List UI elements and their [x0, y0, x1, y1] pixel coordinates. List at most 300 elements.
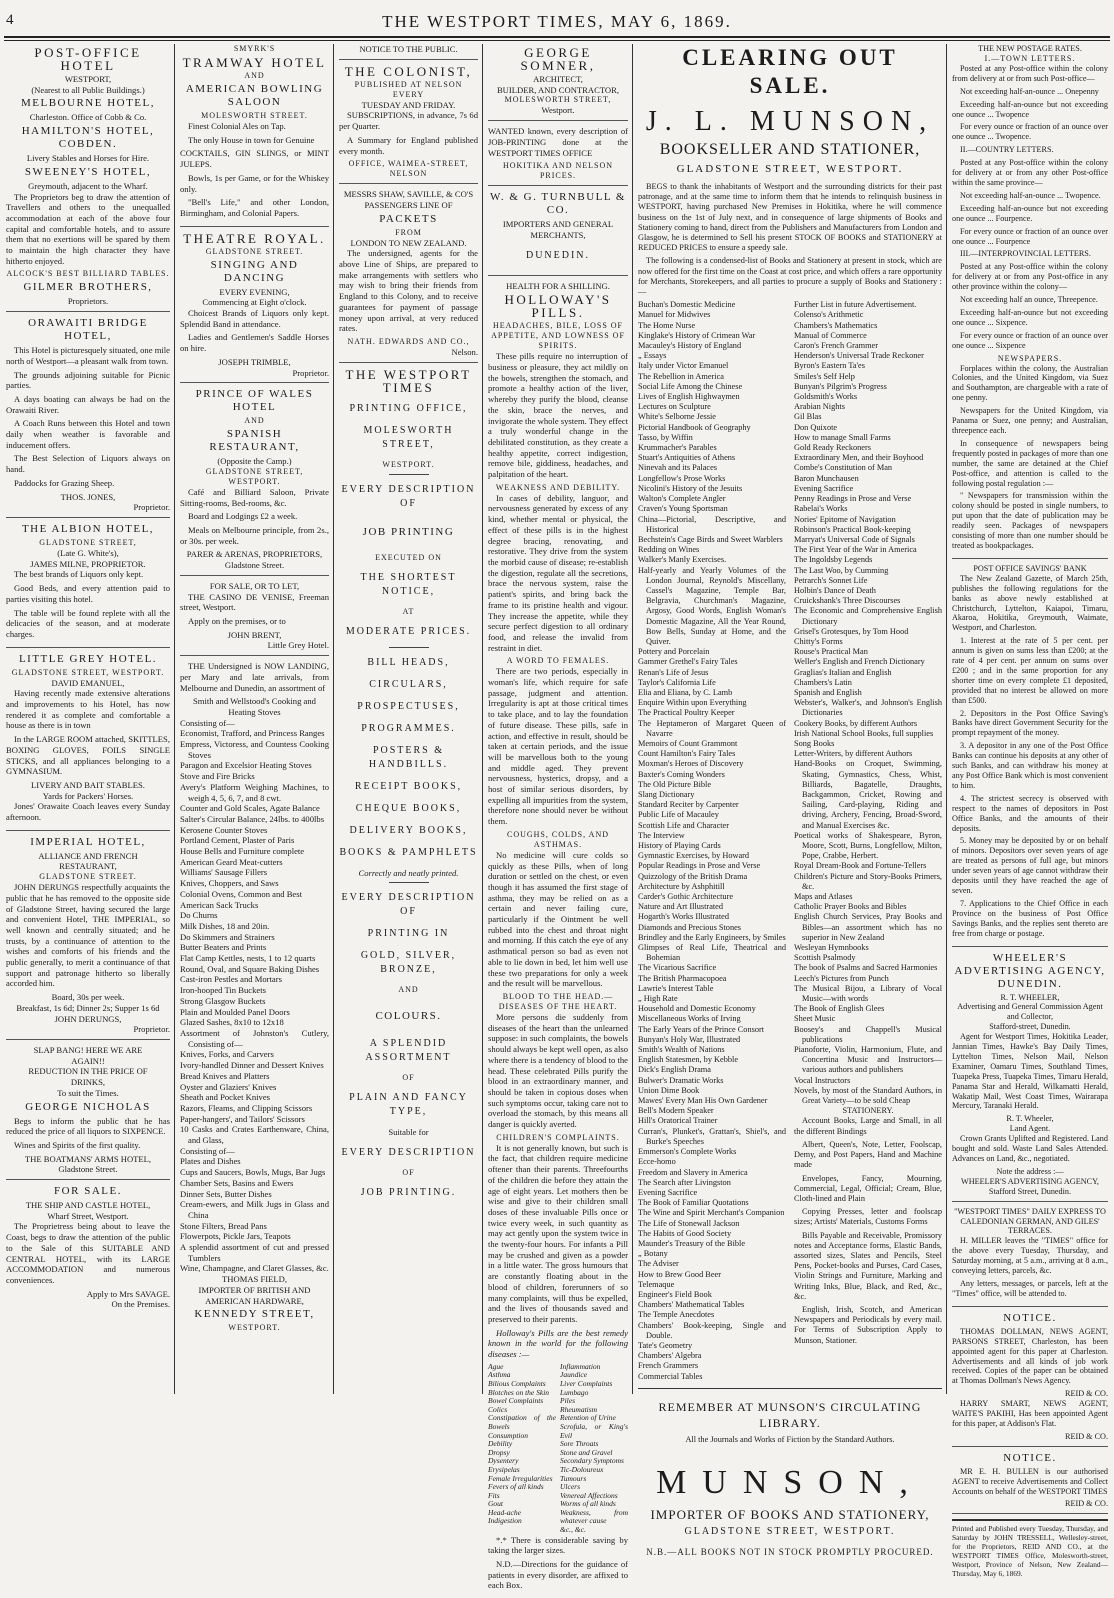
- book-item: The Musical Bijou, a Library of Vocal Music—with words: [794, 983, 942, 1004]
- savings-item: 2. Depositors in the Post Office Saving's Banks have direct Government Security for the prompt repayment of the money.: [952, 708, 1108, 738]
- book-item: Gymnastic Exercises, by Howard: [638, 851, 750, 861]
- page-number: 4: [6, 12, 14, 28]
- holloway-paragraph: In cases of debility, languor, and nervousness generated by excess of any kind, whether mental or physical, the effect of these pills is in the highest degree bracing, renovating, and restorative. They drive from the system the morbid cause of disease; re-establish the digestion, regulate all the secretions, brace the nervous system, raise the patient's spirits, and bring back the frame to its pristine health and vigour. They increase the appetite, while they secure perfect digestion to all ordinary food, and release the invalid from restraint in diet.: [488, 492, 628, 653]
- book-item: The British Pharmacopoea: [638, 973, 727, 983]
- imprint: [952, 1519, 1108, 1578]
- page-title: THE WESTPORT TIMES, MAY 6, 1869.: [382, 12, 732, 31]
- printing-item: POSTERS & HANDBILLS.: [368, 744, 449, 770]
- book-item: Gammer Grethel's Fairy Tales: [638, 657, 738, 667]
- munson-trade: BOOKSELLER AND STATIONER,: [659, 141, 921, 158]
- ad-heading: "WESTPORT TIMES" DAILY EXPRESS TO CALEDONIAN GERMAN, AND GILES' TERRACES.: [954, 1206, 1106, 1236]
- importer-line: IMPORTER OF BOOKS AND STATIONERY,: [650, 1506, 930, 1522]
- ad-line: Consisting of—: [180, 717, 235, 728]
- ad-line: Breakfast, 1s 6d; Dinner 2s; Supper 1s 6d: [16, 1002, 160, 1013]
- list-item: Cups and Saucers, Bowls, Mugs, Bar Jugs: [180, 1167, 326, 1178]
- stationery-item: Envelopes, Fancy, Mourning, Commercial, Legal, Official; Cream, Blue, Cloth-lined and Plain: [794, 1173, 942, 1203]
- book-item: White's Selborne Jessie: [638, 412, 716, 422]
- ad-signature: THOS. JONES,: [60, 491, 116, 502]
- ad-line: LONDON TO NEW ZEALAND.: [350, 237, 467, 248]
- book-item: Smith's Wealth of Nations: [638, 1045, 725, 1055]
- ad-paragraph: A days boating can always be had on the Orawaiti River.: [6, 393, 170, 415]
- list-item: Glazed Sashes, 8x10 to 12x18: [180, 1017, 284, 1028]
- ad-line: GLADSTONE STREET.: [205, 246, 304, 256]
- list-item: A splendid assortment of cut and pressed Tumblers: [180, 1242, 329, 1263]
- ad-shaw-saville: [339, 189, 478, 362]
- book-item: Italy under Victor Emanuel: [638, 361, 729, 371]
- ad-line: THE SHIP AND CASTLE HOTEL,: [25, 1200, 151, 1211]
- ad-paragraph: Ladies and Gentlemen's Saddle Horses on hire.: [180, 332, 329, 354]
- stationery-item: English, Irish, Scotch, and American Newspapers and Periodicals by every mail. For Terms of Subscription Apply to Munson, Stationer.: [794, 1304, 942, 1345]
- ad-line: Nelson.: [451, 346, 478, 357]
- ad-line: Note the address :—: [996, 1166, 1064, 1176]
- ad-line: Apply to Mrs SAVAGE.: [86, 1288, 170, 1299]
- list-item: Bread Knives and Platters: [180, 1070, 270, 1081]
- ad-paragraph: In the LARGE ROOM attached, SKITTLES, BOXING GLOVES, FOILS SINGLE STICKS, and all appliances belonging to a GYMNASIUM.: [6, 734, 170, 777]
- holloway-text: [488, 351, 628, 1324]
- ad-heading: THE ALBION HOTEL,: [21, 522, 155, 535]
- savings-item: 4. The strictest secrecy is observed with respect to the names of depositors in Post Office Banks, and the amounts of their deposits.: [952, 793, 1108, 833]
- list-item: Dinner Sets, Butter Dishes: [180, 1188, 272, 1199]
- printing-item: PROGRAMMES.: [361, 722, 456, 734]
- holloway-subhead: WEAKNESS AND DEBILITY.: [495, 482, 621, 492]
- ad-heading: THEATRE ROYAL.: [183, 230, 326, 246]
- book-item: Rabelai's Works: [794, 504, 848, 514]
- disease-item: Fits: [488, 1490, 500, 1500]
- ad-heading: PRINCE OF WALES HOTEL: [195, 388, 314, 414]
- book-item: The Habits of Good Society: [638, 1228, 732, 1238]
- book-item: Leech's Pictures from Punch: [794, 973, 889, 983]
- book-item: Hand-Books on Croquet, Swimming, Skating, Gymnastics, Chess, Whist, Billiards, Bagatelle, Draughts, Backgammon, Cricket, Rowing and Sailing, Card-playing, Riding and driving, Archery, Fencing, Broad-Sword, and Manual Exercises &c.: [794, 759, 942, 830]
- book-item: Graglias's Italian and English: [794, 667, 892, 677]
- list-item: Cream-ewers, and Milk Jugs in Glass and China: [180, 1199, 329, 1220]
- postage-item: Not exceeding half an ounce, Threepence.: [960, 295, 1098, 305]
- book-item: Further List in future Advertisement.: [794, 300, 917, 310]
- disease-item: Gout: [488, 1499, 503, 1509]
- book-item: Kinglake's History of Crimean War: [638, 330, 756, 340]
- disease-item: Rheumatism: [560, 1404, 598, 1414]
- ad-heading: POST-OFFICE HOTEL: [34, 45, 142, 73]
- book-item: Craven's Young Sportsman: [638, 504, 728, 514]
- book-item: Maunder's Treasury of the Bible: [638, 1238, 746, 1248]
- book-item: Weller's English and French Dictionary: [794, 657, 925, 667]
- disease-item: Dropsy: [488, 1447, 510, 1457]
- book-item: Elia and Eliana, by C. Lamb: [638, 687, 733, 697]
- book-item: Public Life of Macauley: [638, 810, 719, 820]
- book-item: Evening Sacrifice: [638, 1187, 698, 1197]
- ad-paragraph: HARRY SMART, NEWS AGENT, WAITE'S PAKIHI, Has been appointed Agent for this paper, at Addison's Flat.: [952, 1399, 1108, 1428]
- disease-item: Tumours: [560, 1473, 587, 1483]
- book-item: English Statesmen, by Kebble: [638, 1055, 739, 1065]
- book-item: English Church Services, Pray Books and Bibles—an assortment which has no superior in New Zealand: [794, 912, 942, 942]
- clearing-sale-heading: CLEARING OUT SALE.: [682, 45, 898, 98]
- ad-paragraph: N.D.—Directions for the guidance of patients in every disorder, are affixed to each Box.: [488, 1559, 628, 1591]
- ad-line: Board, 30s per week.: [51, 992, 125, 1003]
- ad-paragraph: Apply on the premises, or to: [188, 615, 286, 626]
- ad-paragraph: The following is a condensed-list of Books and Stationery at present in stock, which are now offered for the first time on the Coast at cost price, and which offers a rare opportunity for Merchants, Storekeepers, and all parties to procure a supply of Books and Stationery :—: [638, 256, 942, 297]
- ad-heading: NOTICE.: [1003, 1311, 1057, 1324]
- ad-paragraph: BEGS to thank the inhabitants of Westport and the surrounding districts for their past patronage, and at the same time to inform them that he intends to relinquish business in WESTPORT, having purchased New Premises in Hokitika, where he will commence business on the 1st of July next, and in consequence of large shipments of Books and Stationery coming to hand, direct from the Publishers and Manufacturers from London and Glasgow, he is determined to Sell his present STOCK OF BOOKS and STATIONERY at REDUCED PRICES to ensure a speedy sale.: [638, 182, 942, 253]
- book-item: Caron's French Grammer: [794, 341, 878, 351]
- list-item: Razors, Fleams, and Clipping Scissors: [180, 1102, 313, 1113]
- ad-paragraph: THE CASINO DE VENISE, Freeman street, Westport.: [180, 591, 329, 613]
- hardware-list: [180, 728, 329, 1274]
- column-2: [176, 44, 333, 1394]
- list-item: Plain and Moulded Panel Doors: [180, 1006, 290, 1017]
- ad-westport-times-printing: [339, 368, 478, 1212]
- printing-line: AND: [398, 985, 419, 995]
- ad-line: DUNEDIN.: [525, 249, 591, 261]
- printing-line: Correctly and neatly printed.: [358, 867, 459, 878]
- book-item: Sheet Music: [794, 1014, 836, 1024]
- book-item: Pictorial Handbook of Geography: [638, 422, 751, 432]
- ad-line: EVERY EVENING,: [219, 286, 290, 297]
- book-item: Chambers' Mathematical Tables: [638, 1300, 745, 1310]
- book-item: Royal Dream-Book and Fortune-Tellers: [794, 861, 927, 871]
- ad-line: Charleston. Office of Cobb & Co.: [29, 112, 147, 123]
- list-item: Round, Oval, and Square Baking Dishes: [180, 963, 320, 974]
- ad-heading: GEORGE SOMNER,: [520, 45, 596, 73]
- printing-item: CHEQUE BOOKS,: [355, 802, 462, 814]
- ad-line: HEADACHES, BILE, LOSS OF APPETITE, AND LOWNESS OF SPIRITS.: [491, 321, 625, 351]
- book-item: Marryat's Universal Code of Signals: [794, 534, 915, 544]
- ad-paragraph: The grounds adjoining suitable for Picnic parties.: [6, 369, 170, 391]
- book-item: Smiles's Self Help: [794, 371, 855, 381]
- ad-heading: LITTLE GREY HOTEL.: [18, 652, 158, 665]
- list-item: Do Skimmers and Strainers: [180, 931, 275, 942]
- ad-line: Proprietor.: [292, 367, 329, 378]
- news-item: Forplaces within the colony, the Australian Colonies, and the United Kingdom, via Suez and Southampton, are chargeable with a rate of one penny.: [952, 363, 1108, 403]
- ad-line: Smith and Wellstood's Cooking and Heating Stoves: [193, 696, 316, 717]
- ad-line: WESTPORT.: [228, 1323, 281, 1333]
- ad-signature: REID & CO.: [1065, 1499, 1108, 1509]
- book-item: Count Hamilton's Fairy Tales: [638, 749, 736, 759]
- list-item: Assortment of Johnston's Cutlery, Consisting of—: [180, 1028, 329, 1049]
- printing-item: PROSPECTUSES,: [357, 700, 460, 712]
- disease-item: Constipation of the Bowels: [488, 1413, 556, 1431]
- ad-heading: TRAMWAY HOTEL: [182, 55, 327, 70]
- ad-signature: JOHN DERUNGS,: [54, 1013, 122, 1024]
- book-item: How to Brew Good Beer: [638, 1269, 721, 1279]
- book-item: The Book of English Glees: [794, 1004, 885, 1014]
- book-item: French Grammers: [638, 1361, 699, 1371]
- book-item: Lectures on Sculpture: [638, 402, 711, 412]
- ad-line: ALCOCK'S BEST BILLIARD TABLES.: [6, 269, 170, 279]
- disease-item: Retention of Urine: [560, 1413, 616, 1423]
- disease-item: Ulcers: [560, 1482, 580, 1492]
- book-item: Brindley and the Early Engineers, by Smiles: [638, 932, 786, 942]
- book-item: The book of Psalms and Sacred Harmonies: [794, 963, 938, 973]
- ad-wanted-known: [488, 126, 628, 186]
- book-item: Enquire Within upon Everything: [638, 698, 747, 708]
- list-item: Salter's Circular Balance, 24lbs. to 400lbs: [180, 813, 325, 824]
- book-item: The Life of Stonewall Jackson: [638, 1218, 740, 1228]
- postage-item: For every ounce or fraction of an ounce over one ounce ... Sixpence: [952, 330, 1108, 350]
- disease-item: Fevers of all kinds: [488, 1482, 544, 1492]
- ad-line: Proprietor.: [133, 502, 170, 513]
- printing-line: PRINTING OFFICE,: [349, 402, 468, 414]
- stationery-item: Bills Payable and Receivable, Promissory notes and Acceptance forms, Elastic Bands, assorted sizes, Slates and Pencils, Steel Pens, Pocket-books and Purses, Card Cases, Violin Strings and Furniture, Marking and Writing Inks, Blue, Black, and Red, &c., &c.: [794, 1230, 942, 1301]
- book-item: Manuel for Midwives: [638, 310, 711, 320]
- list-item: Ivory-handled Dinner and Dessert Knives: [180, 1060, 324, 1071]
- ad-boatmans-arms: [6, 1045, 170, 1180]
- ad-line: JAMES MILNE, PROPRIETOR.: [30, 558, 146, 569]
- disease-item: Dysentery: [488, 1456, 519, 1466]
- ad-line: Land Agent.: [1009, 1124, 1051, 1134]
- book-item: The Last Woo, by Cumming: [794, 565, 889, 575]
- ad-paragraph: This Hotel is picturesquely situated, one mile north of Westport—a pleasant walk from town.: [6, 345, 170, 366]
- savings-item: 3. A depositor in any one of the Post Office Banks can continue his deposits at any other of such Banks, and can withdraw his money at any Post Office Bank which is most convenient to him.: [952, 741, 1108, 790]
- book-item: Union Dime Book: [638, 1085, 700, 1095]
- list-item: Butter Beaters and Prints: [180, 942, 267, 953]
- ad-albion-hotel: [6, 523, 170, 648]
- list-item: Wine, Champagne, and Claret Glasses, &c.: [180, 1263, 329, 1274]
- disease-item: Scrofula, or King's Evil: [560, 1421, 628, 1440]
- stationery-item: Account Books, Large and Small, in all the different Bindings: [794, 1116, 942, 1136]
- ad-paragraph: Holloway's Pills are the best remedy known in the world for the following diseases :—: [488, 1327, 628, 1360]
- book-item: The Search after Livingston: [638, 1177, 731, 1187]
- book-item: Slang Dictionary: [638, 789, 695, 799]
- book-item: The Practical Poultry Keeper: [638, 708, 735, 718]
- list-item: Kerosene Counter Stoves: [180, 824, 268, 835]
- ad-line: I.—TOWN LETTERS.: [984, 53, 1076, 63]
- ad-line: WHEELER'S ADVERTISING AGENCY,: [961, 1176, 1099, 1186]
- ad-line: Livery Stables and Horses for Hire.: [26, 153, 150, 164]
- ad-line: REDUCTION IN THE PRICE OF: [28, 1066, 148, 1077]
- ad-line: MOLESWORTH STREET,: [504, 95, 612, 105]
- ad-casino-de-venise: [180, 581, 329, 656]
- ad-paragraph: THE Undersigned is NOW LANDING, per Mary and late arrivals, from Melbourne and Dunedin, an assortment of: [180, 661, 329, 693]
- ad-paragraph: SUBSCRIPTIONS, in advance, 7s 6d per Quarter.: [339, 110, 478, 132]
- ad-paragraph: THOMAS DOLLMAN, NEWS AGENT, PARSONS STREET, Charleston, has been appointed agent for this paper at Charleston. Advertisements and all kinds of job work received. Copies of the paper can be obtained at Thomas Dollman's News Agency.: [952, 1326, 1108, 1386]
- ad-line: (Opposite the Camp.): [217, 456, 292, 467]
- printing-line: EXECUTED ON: [375, 552, 442, 562]
- ad-heading: AMERICAN BOWLING SALOON: [185, 83, 324, 108]
- ad-paragraph: The Proprietors beg to draw the attention of Travellers and others to the unequalled accommodation at each of the above four capital and comfortable hotels, and to assure them that no exertions will be spared by them to maintain the high character they have hitherto enjoyed.: [6, 191, 170, 266]
- list-item: Iron-hooped Tin Buckets: [180, 985, 266, 996]
- list-item: Williams' Sausage Fillers: [180, 867, 268, 878]
- book-item: Tate's Geometry: [638, 1340, 693, 1350]
- ad-paragraph: Good Beds, and every attention paid to parties visiting this hotel.: [6, 583, 170, 604]
- book-item: Baxter's Coming Wonders: [638, 769, 725, 779]
- list-item: 10 Casks and Crates Earthenware, China, and Glass,: [180, 1124, 329, 1146]
- book-item: Moxman's Heroes of Discovery: [638, 759, 744, 769]
- book-item: Spanish and English: [794, 687, 862, 697]
- ad-heading: WHEELER'S ADVERTISING AGENCY, DUNEDIN.: [954, 951, 1106, 990]
- book-item: Emmerson's Complete Works: [638, 1147, 737, 1157]
- book-item: The Early Years of the Prince Consort: [638, 1024, 765, 1034]
- postage-item: Not exceeding half-an-ounce ... Twopence.: [960, 190, 1101, 200]
- book-item: The Temple Anecdotes: [638, 1310, 715, 1320]
- separator: [389, 474, 429, 475]
- book-item: Rouse's Practical Man: [794, 647, 868, 657]
- ad-line: AND: [244, 416, 265, 426]
- ad-line: FROM: [395, 227, 422, 237]
- ad-heading: POST OFFICE SAVINGS' BANK: [973, 563, 1087, 573]
- postage-item: II.—COUNTRY LETTERS.: [960, 145, 1054, 155]
- book-item: Chitty's Forms: [794, 636, 843, 646]
- printing-line: JOB PRINTING.: [360, 1187, 457, 1199]
- ad-paragraph: Meals on Melbourne principle, from 2s., or 30s. per week.: [180, 525, 329, 546]
- book-item: Social Life Among the Chinese: [638, 381, 743, 391]
- book-item: Combe's Constitution of Man: [794, 463, 893, 473]
- ad-line: Stafford Street, Dunedin.: [988, 1186, 1072, 1196]
- ad-line: RESTAURANT,: [59, 861, 117, 872]
- book-item: Buchan's Domestic Medicine: [638, 300, 736, 310]
- ad-line: BUILDER, AND CONTRACTOR,: [496, 84, 620, 95]
- ad-postage-rates: [952, 44, 1108, 559]
- printing-item: RECEIPT BOOKS,: [354, 780, 463, 792]
- ad-colonist: [339, 65, 478, 185]
- savings-item: The New Zealand Gazette, of March 25th, publishes the following regulations for the banks as above newly established at Christchurch, Lyttelton, Kaiapoi, Timaru, Akaroa, Hokitika, Greymouth, Waimate, Westport, and Charleston.: [952, 573, 1108, 633]
- book-item: Don Quixote: [794, 422, 838, 432]
- printing-line: EVERY DESCRIPTION: [341, 1147, 476, 1159]
- ad-heading: W. & G. TURNBULL & CO.: [490, 191, 626, 217]
- munson-name: J. L. MUNSON,: [645, 106, 935, 137]
- ad-paragraph: A Coach Runs between this Hotel and town daily when weather is favorable and inducement offers.: [6, 418, 170, 450]
- book-item: Hogarth's Works Illustrated: [638, 912, 730, 922]
- ad-heading: IMPERIAL HOTEL,: [30, 835, 146, 848]
- book-item: Catholic Prayer Books and Bibles: [794, 902, 907, 912]
- book-item: Walton's Complete Angler: [638, 494, 726, 504]
- postage-item: Posted at any Post-office within the colony for delivery at or from any other Post-office within the same province—: [952, 158, 1108, 187]
- list-item: Sheath and Pocket Knives: [180, 1092, 270, 1103]
- book-item: Mawes' Every Man His Own Gardener: [638, 1096, 768, 1106]
- disease-item: Worms of all kinds: [560, 1499, 616, 1509]
- book-item: Lawrie's Interest Table: [638, 983, 714, 993]
- book-item: Webster's, Walker's, and Johnson's English Dictionaries: [794, 698, 942, 718]
- library-heading: REMEMBER AT MUNSON'S CIRCULATING LIBRARY.: [658, 1399, 922, 1430]
- ad-turnbull: [488, 191, 628, 275]
- printing-item: BOOKS & PAMPHLETS: [339, 846, 478, 858]
- postage-item: Exceeding half-an-ounce but not exceeding one ounce ... Sixpence.: [952, 307, 1108, 327]
- book-item: Arabian Nights: [794, 402, 845, 412]
- printing-item: BILL HEADS,: [367, 656, 450, 668]
- book-item: Children's Picture and Story-Books Primers, &c.: [794, 871, 942, 891]
- ad-paragraph: The best brands of Liquors only kept.: [14, 569, 144, 580]
- book-item: Household and Domestic Economy: [638, 1004, 756, 1014]
- book-item: Telemaque: [638, 1279, 675, 1289]
- column-3: [335, 44, 482, 1394]
- holloway-subhead: A WORD TO FEMALES.: [506, 656, 610, 666]
- book-item: Gil Blas: [794, 412, 822, 422]
- book-item: Chambers's Latin: [794, 677, 852, 687]
- ad-ship-and-castle: [6, 1185, 170, 1314]
- book-item: The Economic and Comprehensive English Dictionary: [794, 606, 942, 626]
- book-item: Krummacher's Parables: [638, 443, 717, 453]
- book-item: Carder's Gothic Architecture: [638, 892, 734, 902]
- ad-line: GLADSTONE STREET.: [39, 872, 137, 882]
- list-item: Milk Dishes, 18 and 20in.: [180, 920, 270, 931]
- disease-item: Ague: [488, 1361, 504, 1371]
- disease-item: Colics: [488, 1404, 508, 1414]
- ad-heading: NOTICE TO THE PUBLIC.: [359, 44, 458, 54]
- book-item: Irish National School Books, full supplies: [794, 728, 934, 738]
- ad-paragraph: WANTED known, every description of JOB-PRINTING done at the WESTPORT TIMES OFFICE: [488, 126, 628, 158]
- book-item: The Adviser: [638, 1259, 679, 1269]
- ad-line: HOKITIKA AND NELSON PRICES.: [502, 161, 614, 181]
- book-item: Petrarch's Sonnet Life: [794, 575, 868, 585]
- disease-item: Bowel Complaints: [488, 1396, 544, 1406]
- book-item: Colenso's Arithmetic: [794, 310, 864, 320]
- ad-heading: HEALTH FOR A SHILLING.: [506, 280, 610, 291]
- stationery-item: Copying Presses, letter and foolscap sizes; Artists' Materials, Customs Forms: [794, 1207, 942, 1227]
- ad-line: AND: [244, 71, 265, 80]
- news-item: Newspapers for the United Kingdom, via Panama or Suez, one penny; and Australian, threepence each.: [952, 406, 1108, 435]
- book-item: The Vicarious Sacrifice: [638, 963, 717, 973]
- disease-item: Blotches on the Skin: [488, 1387, 550, 1397]
- book-item: Scottish Psalmody: [794, 953, 856, 963]
- separator: [389, 647, 429, 648]
- printing-line: COLOURS.: [375, 1010, 442, 1023]
- printing-items: [339, 656, 478, 860]
- ad-thomas-field: [180, 661, 329, 1337]
- book-item: Standard Reciter by Carpenter: [638, 800, 739, 810]
- ad-paragraph: Café and Billiard Saloon, Private Sitting-rooms, Bed-rooms, &c.: [180, 486, 329, 508]
- ad-line: IMPORTER OF BRITISH AND: [198, 1284, 311, 1295]
- column-6: [948, 44, 1112, 1579]
- list-item: Stone Filters, Bread Pans: [180, 1220, 267, 1231]
- ad-paragraph: Paddocks for Grazing Sheep.: [14, 477, 115, 488]
- printing-line: OF: [402, 1073, 415, 1083]
- printing-line: EVERY DESCRIPTION OF: [341, 892, 476, 918]
- savings-item: 1. Interest at the rate of 5 per cent. per annum is given on sums less than £200; at the rate of 4 per cent. per annum on sums over £200 ; and in the same proportion for any shorter time on every complete £1 deposited, provided that no interest be allowed on more than £500.: [952, 636, 1108, 705]
- book-item: Lives of English Highwaymen: [638, 392, 740, 402]
- ad-post-office-hotel: [6, 46, 170, 312]
- book-item: Pottery and Porcelain: [638, 647, 710, 657]
- book-item: Chambers' Algebra: [638, 1351, 702, 1361]
- ad-heading: SWEENEY'S HOTEL,: [24, 165, 152, 178]
- ad-line: AGAIN!!: [71, 1055, 105, 1066]
- book-item: Henderson's Universal Trade Reckoner: [794, 351, 924, 361]
- ad-paragraph: Crown Grants Uplifted and Registered. Land bought and sold. Waste Land Sales Attended. Advances on Land, &c., negotiated.: [952, 1134, 1108, 1163]
- book-list: [638, 300, 942, 1382]
- disease-item: Head-ache: [488, 1507, 521, 1517]
- ad-heading: THE NEW POSTAGE RATES.: [978, 44, 1082, 53]
- disease-item: Stone and Gravel: [560, 1447, 613, 1457]
- ad-heading: FOR SALE.: [54, 1185, 122, 1198]
- ad-little-grey-hotel: [6, 653, 170, 831]
- ad-paragraph: JOHN DERUNGS respectfully acquaints the public that he has removed to the opposite side of Gladstone Street, having secured the large and convenient Hotel, THE IMPERIAL, so well known and centrally situated; and he trusts, by a continuance of attention to the wishes and comforts of his friends and the public generally, to merit a continuance of that support and patronage hitherto so liberally accorded him.: [6, 882, 170, 989]
- ad-line: WESTPORT,: [64, 74, 112, 84]
- ad-paragraph: Board and Lodgings £2 a week.: [188, 511, 298, 522]
- book-item: Boosey's and Chappell's Musical publications: [794, 1024, 942, 1044]
- book-item: Baron Munchausen: [794, 473, 859, 483]
- ad-george-somner: [488, 46, 628, 121]
- news-item: " Newspapers for transmission within the colony should be posted in single numbers, to put upon that the date of publication may be readily seen. Packages of newspapers consisting of more than one number should be treated as bookpackages.: [952, 491, 1108, 550]
- list-item: Stove and Fire Bricks: [180, 771, 255, 782]
- holloway-subhead: BLOOD TO THE HEAD.—DISEASES OF THE HEART.: [498, 992, 618, 1011]
- printing-line: EVERY DESCRIPTION OF: [341, 483, 476, 509]
- ad-heading: THE COLONIST,: [344, 63, 473, 79]
- book-item: Popular Readings in Prose and Verse: [638, 861, 761, 871]
- ad-heading: KENNEDY STREET,: [194, 1308, 315, 1321]
- masthead-rule: [4, 36, 1110, 41]
- ad-line: GLADSTONE STREET,: [39, 537, 137, 547]
- book-item: Holbin's Dance of Death: [794, 585, 876, 595]
- column-4: [484, 44, 632, 1591]
- savings-item: 7. Applications to the Chief Office in each Province on the business of Post Office Savings Banks, and the replies sent thereto are free from charge or postage.: [952, 898, 1108, 938]
- book-item: Miscellaneous Works of Irving: [638, 1014, 741, 1024]
- list-item: American Geard Meat-cutters: [180, 856, 283, 867]
- book-item: The Ingoldsby Legends: [794, 555, 873, 565]
- ad-line: Yards for Packers' Horses.: [42, 790, 134, 801]
- book-item: Scottish Life and Character: [638, 820, 730, 830]
- printing-line: AT: [402, 606, 415, 616]
- disease-item: Bilious Complaints: [488, 1378, 546, 1388]
- printing-line: PLAIN AND FANCY TYPE,: [349, 1092, 468, 1118]
- list-item: Plates and Dishes: [180, 1156, 241, 1167]
- postage-item: For every ounce or fraction of an ounce over one ounce ... Fourpence: [952, 226, 1108, 246]
